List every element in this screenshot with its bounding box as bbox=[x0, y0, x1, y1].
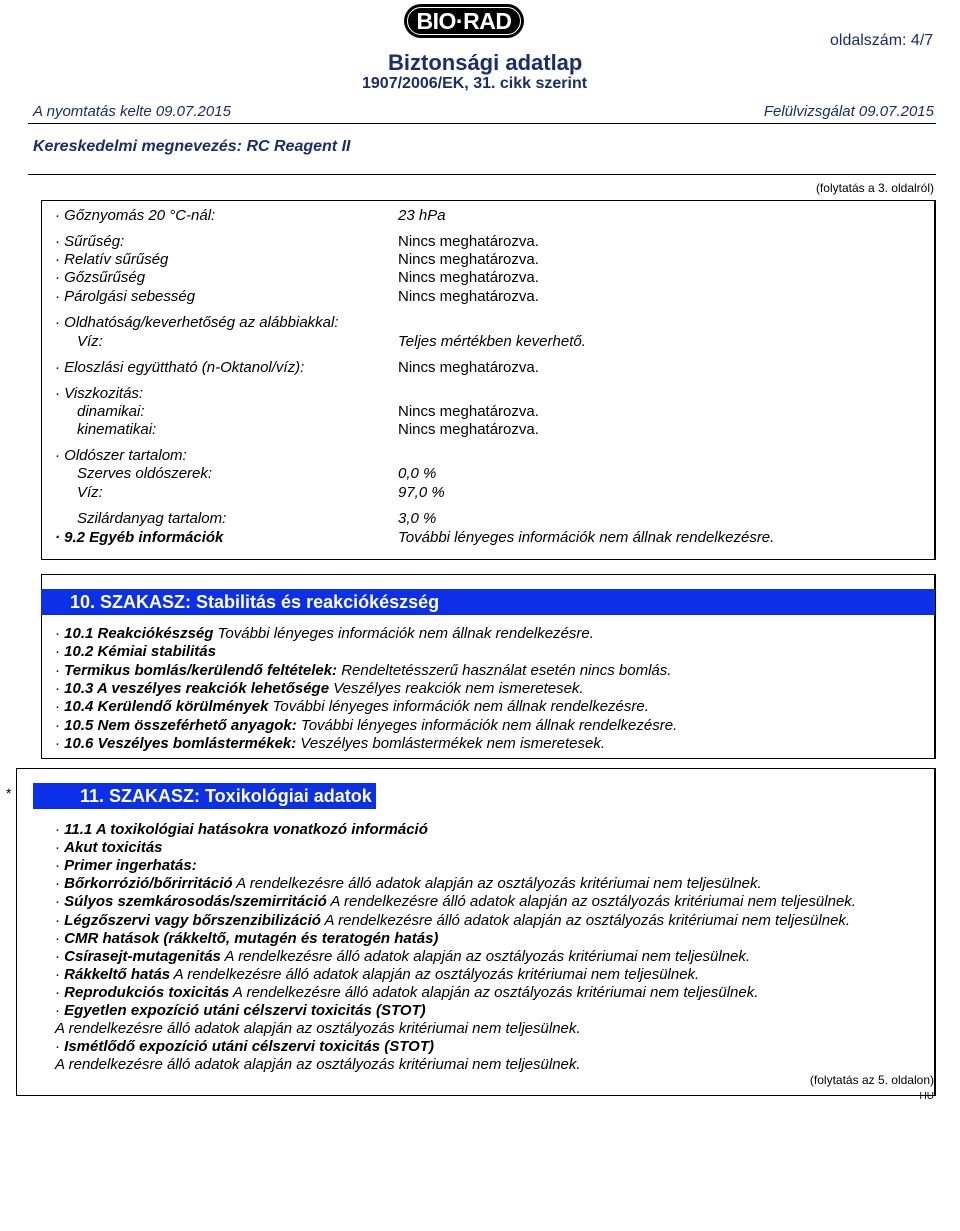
section9-box bbox=[41, 200, 936, 560]
list-item bbox=[55, 643, 216, 661]
list-item bbox=[55, 1056, 581, 1074]
solvent-label: · Oldószer tartalom: bbox=[55, 447, 187, 464]
viscosity-label: · Viszkozitás: bbox=[55, 385, 144, 402]
item-label: 10.2 Kémiai stabilitás bbox=[64, 643, 216, 661]
regulation-subtitle: 1907/2006/EK, 31. cikk szerint bbox=[362, 75, 588, 92]
relative-density-label: · Relatív sűrűség bbox=[55, 251, 169, 268]
item-bullet: · bbox=[55, 965, 65, 983]
density-value: Nincs meghatározva. bbox=[398, 233, 539, 250]
language-code: HU bbox=[919, 1091, 934, 1102]
bio-rad-logo bbox=[404, 4, 524, 38]
item-text: A rendelkezésre álló adatok alapján az osztályozás kritériumai nem teljesülnek. bbox=[170, 965, 700, 983]
item-label: Egyetlen expozíció utáni célszervi toxicitás (STOT) bbox=[64, 1002, 426, 1019]
item-label: 11.1 A toxikológiai hatásokra vonatkozó információ bbox=[64, 821, 428, 838]
item-bullet: · bbox=[55, 839, 65, 857]
list-item bbox=[55, 1038, 434, 1056]
item-label: Súlyos szemkárosodás/szemirritáció bbox=[64, 893, 327, 911]
item-text: A rendelkezésre álló adatok alapján az osztályozás kritériumai nem teljesülnek. bbox=[320, 911, 851, 929]
item-bullet: · bbox=[55, 947, 65, 965]
relative-density-value: Nincs meghatározva. bbox=[398, 251, 539, 268]
evaporation-label: · Párolgási sebesség bbox=[55, 288, 196, 305]
list-item bbox=[55, 966, 699, 984]
section10-box bbox=[41, 574, 936, 759]
organic-label: Szerves oldószerek: bbox=[77, 465, 213, 482]
header-divider bbox=[28, 123, 936, 124]
item-text: Veszélyes reakciók nem ismeretesek. bbox=[329, 679, 584, 697]
dynamic-label: dinamikai: bbox=[77, 403, 145, 420]
brand-name: BIO·RAD bbox=[416, 8, 512, 34]
item-text: További lényeges információk nem állnak rendelkezésre. bbox=[268, 698, 649, 716]
organic-value: 0,0 % bbox=[398, 465, 437, 482]
list-item bbox=[55, 698, 649, 716]
list-item bbox=[55, 625, 594, 643]
evaporation-value: Nincs meghatározva. bbox=[398, 288, 539, 305]
item-bullet: · bbox=[55, 661, 65, 679]
item-bullet: · bbox=[55, 893, 65, 911]
water2-label: Víz: bbox=[77, 484, 103, 501]
list-item bbox=[55, 821, 428, 839]
list-item bbox=[55, 984, 758, 1002]
item-bullet: · bbox=[55, 911, 65, 929]
item-label: Légzőszervi vagy bőrszenzibilizáció bbox=[64, 911, 321, 929]
water-label: Víz: bbox=[77, 333, 103, 350]
item-label: Rákkeltő hatás bbox=[64, 965, 171, 983]
item-bullet: · bbox=[55, 929, 65, 947]
item-label: Primer ingerhatás: bbox=[64, 857, 197, 875]
item-text: A rendelkezésre álló adatok alapján az osztályozás kritériumai nem teljesülnek. bbox=[229, 983, 759, 1001]
item-label: 10.3 A veszélyes reakciók lehetősége bbox=[64, 679, 330, 697]
kinematic-value: Nincs meghatározva. bbox=[398, 421, 539, 438]
continued-from: (folytatás a 3. oldalról) bbox=[815, 181, 934, 195]
item-text: További lényeges információk nem állnak rendelkezésre. bbox=[296, 716, 678, 734]
dynamic-value: Nincs meghatározva. bbox=[398, 403, 539, 420]
item-bullet: · bbox=[55, 1038, 65, 1056]
item-label: 10.1 Reakciókészség bbox=[64, 625, 214, 642]
item-label: Csírasejt-mutagenitás bbox=[64, 947, 221, 965]
vapor-density-label: · Gőzsűrűség bbox=[55, 269, 146, 286]
vapor-pressure-value: 23 hPa bbox=[398, 207, 446, 224]
item-text: Rendeltetésszerű használat esetén nincs bomlás. bbox=[337, 661, 672, 679]
print-date: A nyomtatás kelte 09.07.2015 bbox=[33, 103, 231, 120]
continued-on: (folytatás az 5. oldalon) bbox=[809, 1073, 934, 1087]
revision-date: Felülvizsgálat 09.07.2015 bbox=[763, 103, 934, 120]
list-item bbox=[55, 839, 163, 857]
section11-heading: 11. SZAKASZ: Toxikológiai adatok bbox=[33, 783, 376, 809]
tradename-divider bbox=[28, 174, 936, 175]
item-bullet: · bbox=[55, 1002, 65, 1019]
item-label: 10.5 Nem összeférhető anyagok: bbox=[64, 716, 297, 734]
section11-box bbox=[16, 768, 936, 1096]
list-item bbox=[55, 735, 605, 753]
item-bullet: · bbox=[55, 625, 65, 642]
item-text: A rendelkezésre álló adatok alapján az osztályozás kritériumai nem teljesülnek. bbox=[220, 947, 751, 965]
list-item bbox=[55, 1002, 426, 1020]
item-text: A rendelkezésre álló adatok alapján az osztályozás kritériumai nem teljesülnek. bbox=[55, 1056, 581, 1074]
vapor-density-value: Nincs meghatározva. bbox=[398, 269, 539, 286]
list-item bbox=[55, 1020, 581, 1038]
item-label: 10.4 Kerülendő körülmények bbox=[64, 698, 269, 716]
item-label: Akut toxicitás bbox=[64, 839, 163, 857]
item-text: Veszélyes bomlástermékek nem ismeretesek. bbox=[296, 734, 605, 752]
item-bullet: · bbox=[55, 875, 65, 893]
list-item bbox=[55, 857, 197, 875]
trade-name: Kereskedelmi megnevezés: RC Reagent II bbox=[33, 138, 351, 155]
other-info-label: · 9.2 Egyéb információk bbox=[55, 529, 224, 546]
water-value: Teljes mértékben keverhető. bbox=[398, 333, 586, 350]
item-bullet: · bbox=[55, 983, 65, 1001]
item-bullet: · bbox=[55, 643, 65, 661]
document-title: Biztonsági adatlap bbox=[388, 50, 583, 75]
kinematic-label: kinematikai: bbox=[77, 421, 157, 438]
list-item bbox=[55, 948, 750, 966]
item-label: CMR hatások (rákkeltő, mutagén és teratogén hatás) bbox=[64, 929, 439, 947]
item-text: A rendelkezésre álló adatok alapján az osztályozás kritériumai nem teljesülnek. bbox=[232, 875, 762, 893]
item-label: Ismétlődő expozíció utáni célszervi toxicitás (STOT) bbox=[64, 1038, 434, 1056]
density-label: · Sűrűség: bbox=[55, 233, 125, 250]
water2-value: 97,0 % bbox=[398, 484, 445, 501]
item-text: A rendelkezésre álló adatok alapján az osztályozás kritériumai nem teljesülnek. bbox=[55, 1020, 581, 1038]
list-item bbox=[55, 717, 677, 735]
solids-value: 3,0 % bbox=[398, 510, 437, 527]
solids-label: Szilárdanyag tartalom: bbox=[77, 510, 227, 527]
item-label: Reprodukciós toxicitás bbox=[64, 983, 230, 1001]
vapor-pressure-label: · Gőznyomás 20 °C-nál: bbox=[55, 207, 216, 224]
item-label: 10.6 Veszélyes bomlástermékek: bbox=[64, 734, 297, 752]
item-bullet: · bbox=[55, 716, 65, 734]
item-label: Termikus bomlás/kerülendő feltételek: bbox=[64, 661, 338, 679]
partition-label: · Eloszlási együttható (n-Oktanol/víz): bbox=[55, 359, 305, 376]
item-bullet: · bbox=[55, 734, 65, 752]
item-bullet: · bbox=[55, 679, 65, 697]
item-bullet: · bbox=[55, 821, 65, 838]
list-item bbox=[55, 930, 438, 948]
page-number: oldalszám: 4/7 bbox=[830, 32, 934, 49]
item-text: További lényeges információk nem állnak rendelkezésre. bbox=[213, 625, 594, 642]
item-bullet: · bbox=[55, 698, 65, 716]
solubility-label: · Oldhatóság/keverhetőség az alábbiakkal: bbox=[55, 314, 339, 331]
list-item bbox=[55, 912, 850, 930]
list-item bbox=[55, 680, 584, 698]
list-item bbox=[55, 893, 856, 911]
item-text: A rendelkezésre álló adatok alapján az osztályozás kritériumai nem teljesülnek. bbox=[326, 893, 856, 911]
list-item bbox=[55, 662, 671, 680]
list-item bbox=[55, 875, 762, 893]
section10-heading: 10. SZAKASZ: Stabilitás és reakciókészség bbox=[41, 589, 935, 615]
other-info-value: További lényeges információk nem állnak rendelkezésre. bbox=[398, 529, 775, 546]
item-bullet: · bbox=[55, 857, 65, 875]
item-label: Bőrkorrózió/bőrirritáció bbox=[64, 875, 233, 893]
partition-value: Nincs meghatározva. bbox=[398, 359, 539, 376]
change-marker: * bbox=[6, 785, 12, 801]
